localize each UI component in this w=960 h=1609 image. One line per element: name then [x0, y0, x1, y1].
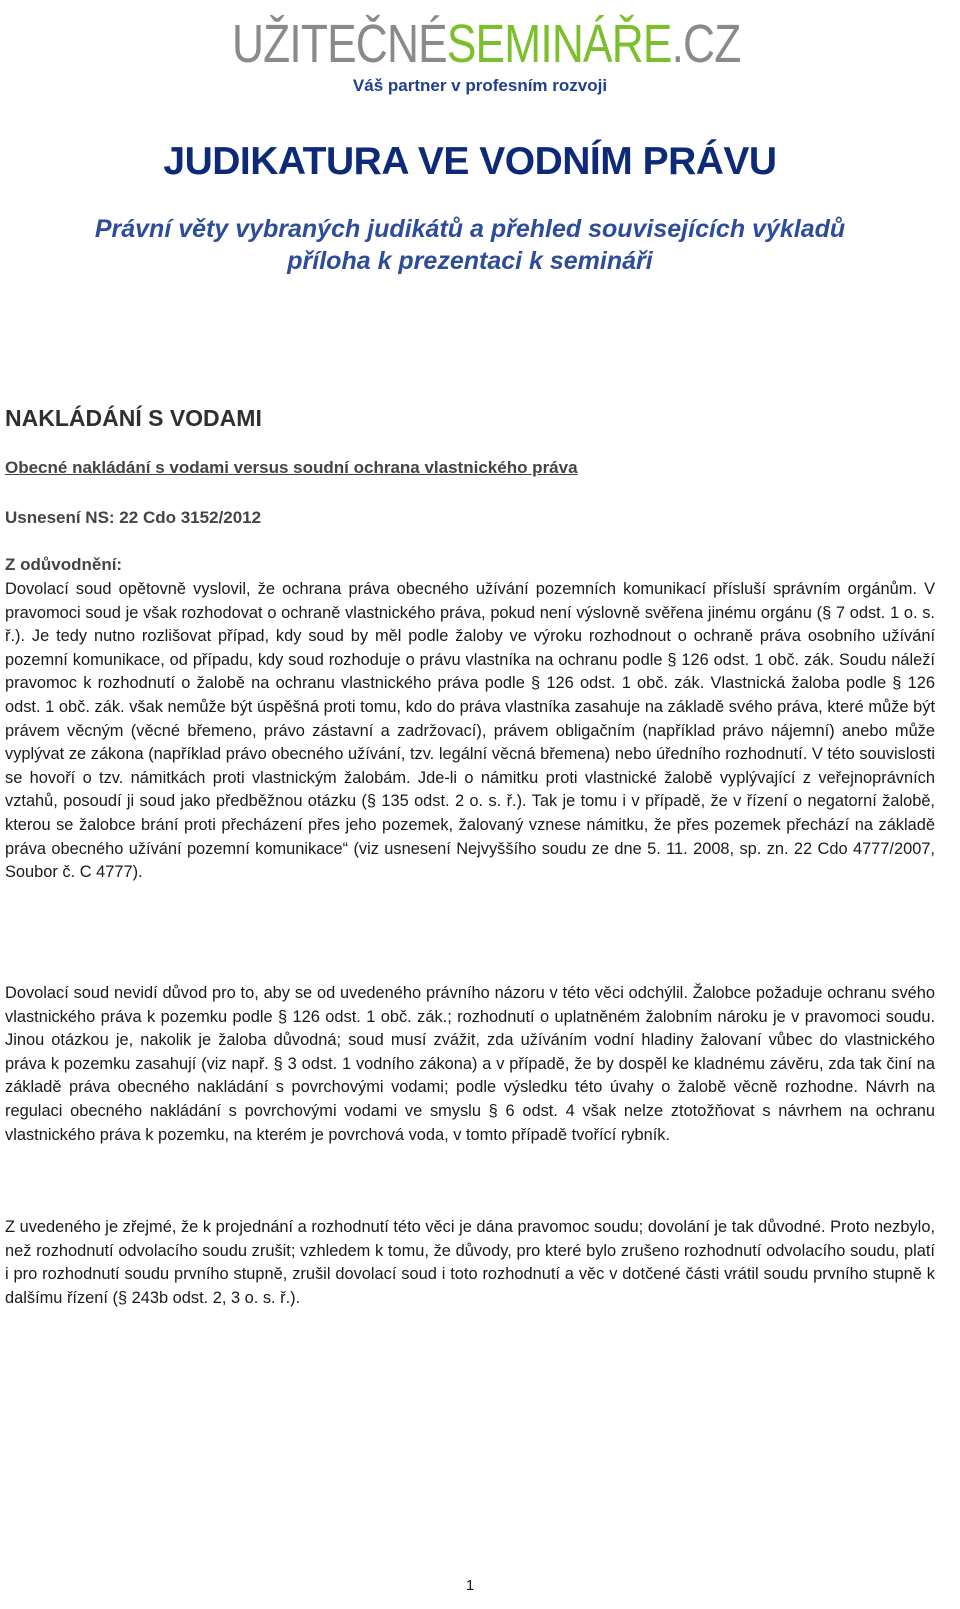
paragraph-3: Z uvedeného je zřejmé, že k projednání a rozhodnutí této věci je dána pravomoc soudu; dovolání je tak důvodné. Proto nezbylo, než rozhodnutí odvolacího soudu zrušit; vzhledem k tomu, že důvody, pro které bylo zrušeno rozhodnutí odvolacího soudu, platí i pro rozhodnutí soudu prvního stupně, zrušil dovolací soud i toto rozhodnutí a věc v dotčené části vrátil soudu prvního stupně k dalšímu řízení (§ 243b odst. 2, 3 o. s. ř.).: [5, 1218, 935, 1307]
paragraph-1: Dovolací soud opětovně vyslovil, že ochrana práva obecného užívání pozemních komunikací přísluší správním orgánům. V pravomoci soud je však rozhodovat o ochraně vlastnického práva, pokud není výslovně svěřena jinému orgánu (§ 7 odst. 1 o. s. ř.). Je tedy nutno rozlišovat případ, kdy soud by měl podle žaloby ve výroku rozhodnout o ochraně práva osobního užívání pozemní komunikace, od případu, kdy soud rozhoduje o právu vlastníka na ochranu podle § 126 odst. 1 obč. zák. Soudu náleží pravomoc k rozhodnutí o žalobě na ochranu vlastnického práva podle § 126 odst. 1 obč. zák. Vlastnická žaloba podle § 126 odst. 1 obč. zák. však nemůže být úspěšná proti tomu, kdo do práva vlastníka zasahuje na základě svého práva, které může být právem věcným (věcné břemeno, právo zástavní a zadržovací), právem obligačním (například právo nájemní) anebo může vyplývat ze zákona (například právo obecného užívání, tzv. legální věcná břemena) nebo úředního rozhodnutí. V této souvislosti se hovoří o tzv. námitkách proti vlastnickým žalobám. Jde-li o námitku proti vlastnické žalobě vyplývající z veřejnoprávních vztahů, posoudí ji soud jako předběžnou otázku (§ 135 odst. 2 o. s. ř.). Tak je tomu i v případě, že v řízení o negatorní žalobě, kterou se žalobce brání proti přecházení přes jeho pozemek, žalovaný vznese námitku, že přes pozemek přechází na základě práva obecného užívání pozemní komunikace“ (viz usnesení Nejvyššího soudu ze dne 5. 11. 2008, sp. zn. 22 Cdo 4777/2007, Soubor č. C 4777).: [5, 580, 935, 882]
section-heading: NAKLÁDÁNÍ S VODAMI: [5, 405, 262, 431]
logo-text-part2: SEMINÁŘE: [446, 14, 672, 74]
subtitle-line-2: příloha k prezentaci k semináři: [287, 247, 653, 275]
page-number: 1: [465, 1577, 475, 1594]
reasoning-label: Z odůvodnění:: [5, 555, 123, 574]
tagline: Váš partner v profesním rozvoji: [352, 76, 608, 95]
document-title: JUDIKATURA VE VODNÍM PRÁVU: [163, 140, 777, 183]
section-subheading: Obecné nakládání s vodami versus soudní ochrana vlastnického práva: [5, 458, 578, 477]
subtitle-line-1: Právní věty vybraných judikátů a přehled souvisejících výkladů: [94, 215, 846, 243]
decision-reference: Usnesení NS: 22 Cdo 3152/2012: [5, 508, 262, 527]
paragraph-2: Dovolací soud nevidí důvod pro to, aby se od uvedeného právního názoru v této věci odchýlil. Žalobce požaduje ochranu svého vlastnického práva k pozemku podle § 126 odst. 1 obč. zák.; rozhodnutí o uplatněném žalobním nároku je v pravomoci soudu. Jinou otázkou je, nakolik je žaloba důvodná; soud musí zvážit, zda užíváním vodní hladiny žalovaní vůbec do vlastnického práva k pozemku zasahují (viz např. § 3 odst. 1 vodního zákona) a v případě, že by dospěl ke kladnému závěru, zda tak činí na základě práva obecného nakládání s povrchovými vodami; podle výsledku této úvahy o žalobě věcně rozhodne. Návrh na regulaci obecného nakládání s povrchovými vodami ve smyslu § 6 odst. 4 však nelze ztotožňovat s návrhem na ochranu vlastnického práva k pozemku, na kterém je povrchová voda, v tomto případě tvořící rybník.: [5, 984, 935, 1144]
logo-text-part3: .CZ: [671, 14, 741, 74]
document-subtitle: [0, 213, 940, 277]
logo-text-part1: UŽITEČNÉ: [232, 14, 447, 74]
logo: [232, 14, 741, 74]
